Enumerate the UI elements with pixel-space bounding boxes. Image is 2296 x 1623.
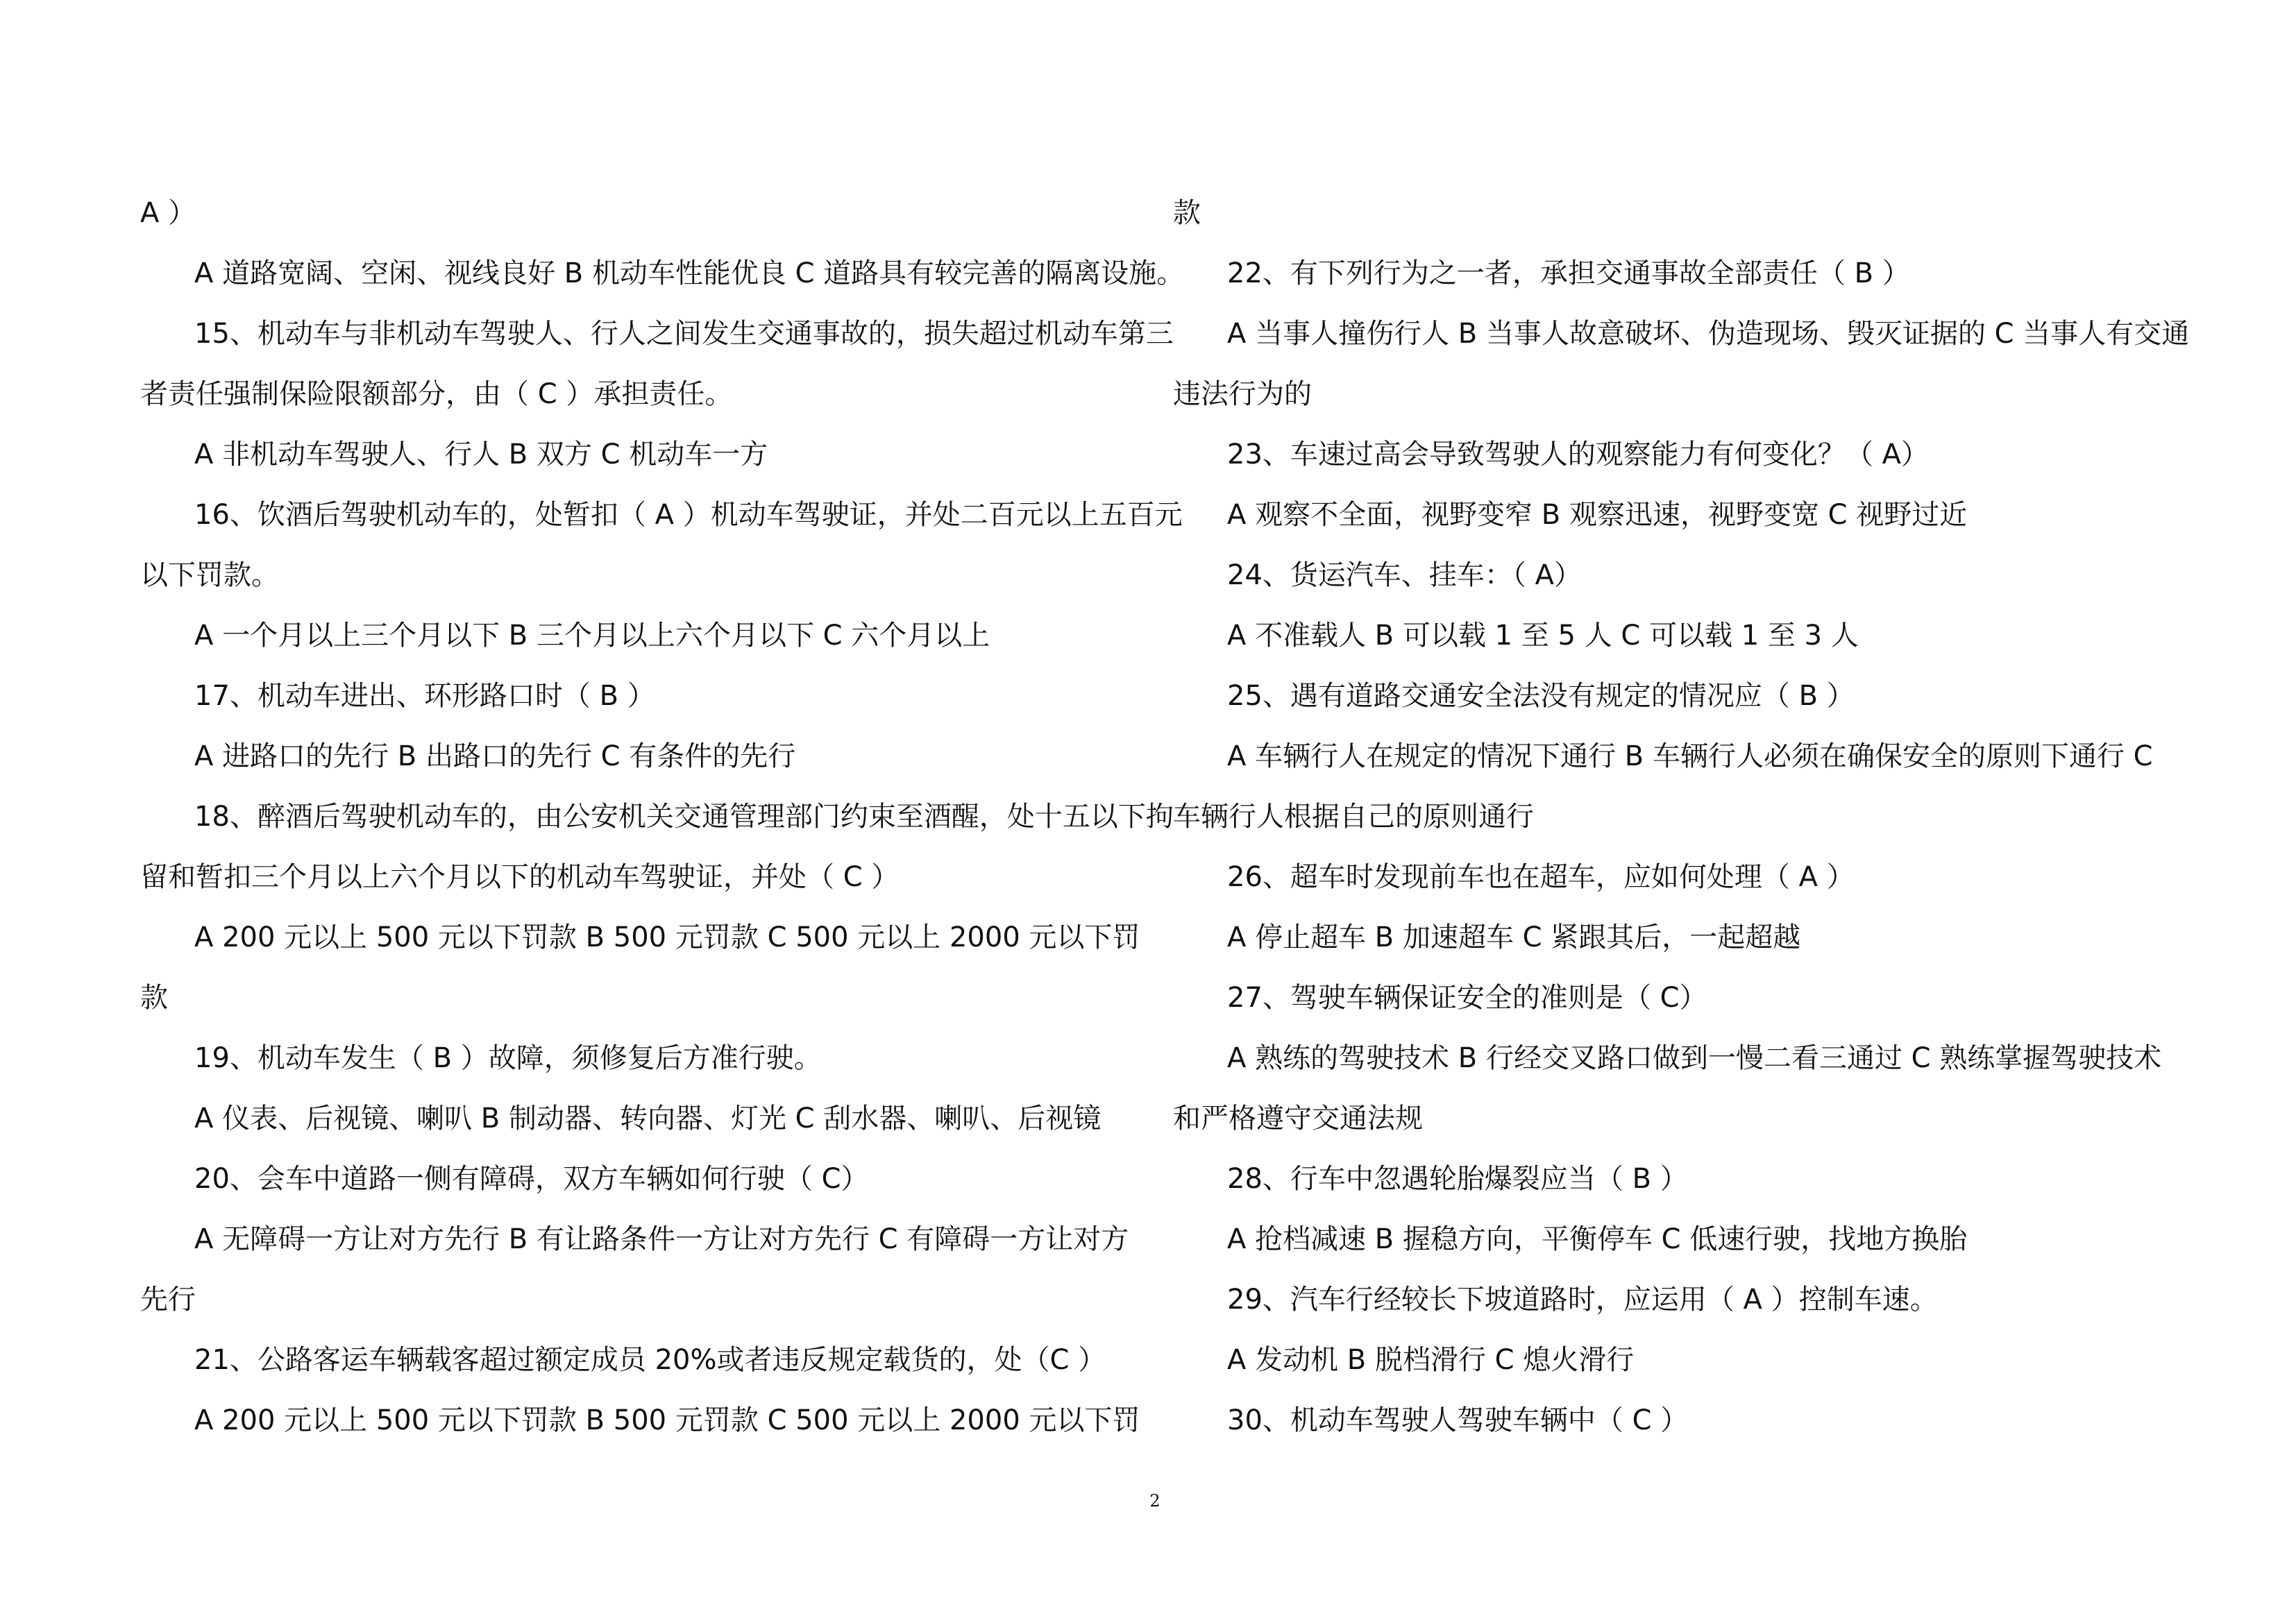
text-line: A 非机动车驾驶人、行人 B 双方 C 机动车一方	[194, 439, 768, 470]
text-line: 18、醉酒后驾驶机动车的，由公安机关交通管理部门约束至酒醒，处十五以下拘	[194, 801, 1174, 833]
text-line: 28、行车中忽遇轮胎爆裂应当（ B ）	[1227, 1163, 1688, 1195]
text-line: A 200 元以上 500 元以下罚款 B 500 元罚款 C 500 元以上 2000 元以下罚	[194, 1404, 1140, 1436]
text-line: 21、公路客运车辆载客超过额定成员 20%或者违反规定载货的，处（C ）	[194, 1344, 1106, 1376]
text-line: 15、机动车与非机动车驾驶人、行人之间发生交通事故的，损失超过机动车第三	[194, 318, 1174, 350]
text-line: 以下罚款。	[140, 559, 279, 591]
text-line: 先行	[140, 1284, 196, 1316]
text-line: 20、会车中道路一侧有障碍，双方车辆如何行驶（ C）	[194, 1163, 869, 1195]
text-line: 29、汽车行经较长下坡道路时，应运用（ A ）控制车速。	[1227, 1284, 1938, 1316]
text-line: 26、超车时发现前车也在超车，应如何处理（ A ）	[1227, 861, 1855, 893]
text-line: A 停止超车 B 加速超车 C 紧跟其后，一起超越	[1227, 921, 1801, 953]
text-line: 25、遇有道路交通安全法没有规定的情况应（ B ）	[1227, 680, 1855, 712]
text-line: A 熟练的驾驶技术 B 行经交叉路口做到一慢二看三通过 C 熟练掌握驾驶技术	[1227, 1042, 2162, 1074]
text-line: A 车辆行人在规定的情况下通行 B 车辆行人必须在确保安全的原则下通行 C	[1227, 740, 2153, 772]
text-line: 24、货运汽车、挂车：（ A）	[1227, 559, 1582, 591]
text-line: A ）	[140, 197, 196, 229]
text-line: A 道路宽阔、空闲、视线良好 B 机动车性能优良 C 道路具有较完善的隔离设施。	[194, 257, 1185, 289]
text-line: A 仪表、后视镜、喇叭 B 制动器、转向器、灯光 C 刮水器、喇叭、后视镜	[194, 1103, 1101, 1135]
text-line: 17、机动车进出、环形路口时（ B ）	[194, 680, 655, 712]
text-line: 违法行为的	[1173, 378, 1312, 410]
text-line: 车辆行人根据自己的原则通行	[1173, 801, 1534, 833]
text-line: A 发动机 B 脱档滑行 C 熄火滑行	[1227, 1344, 1635, 1376]
text-line: A 观察不全面，视野变窄 B 观察迅速，视野变宽 C 视野过近	[1227, 499, 1968, 531]
text-line: A 不准载人 B 可以载 1 至 5 人 C 可以载 1 至 3 人	[1227, 620, 1859, 652]
text-line: A 抢档减速 B 握稳方向，平衡停车 C 低速行驶，找地方换胎	[1227, 1223, 1968, 1255]
text-line: A 进路口的先行 B 出路口的先行 C 有条件的先行	[194, 740, 796, 772]
text-line: A 无障碍一方让对方先行 B 有让路条件一方让对方先行 C 有障碍一方让对方	[194, 1223, 1129, 1255]
text-line: 者责任强制保险限额部分，由（ C ）承担责任。	[140, 378, 733, 410]
text-line: 和严格遵守交通法规	[1173, 1103, 1423, 1135]
text-line: A 200 元以上 500 元以下罚款 B 500 元罚款 C 500 元以上 2000 元以下罚	[194, 921, 1140, 953]
text-line: 留和暂扣三个月以上六个月以下的机动车驾驶证，并处（ C ）	[140, 861, 900, 893]
text-line: 19、机动车发生（ B ）故障，须修复后方准行驶。	[194, 1042, 822, 1074]
text-line: 27、驾驶车辆保证安全的准则是（ C）	[1227, 982, 1707, 1014]
text-line: 16、饮酒后驾驶机动车的，处暂扣（ A ）机动车驾驶证，并处二百元以上五百元	[194, 499, 1183, 531]
text-line: 30、机动车驾驶人驾驶车辆中（ C ）	[1227, 1404, 1689, 1436]
text-line: A 一个月以上三个月以下 B 三个月以上六个月以下 C 六个月以上	[194, 620, 990, 652]
page-number: 2	[1149, 1491, 1160, 1511]
text-line: 款	[1173, 197, 1201, 229]
text-line: 款	[140, 982, 168, 1014]
text-line: 23、车速过高会导致驾驶人的观察能力有何变化？（ A）	[1227, 439, 1929, 470]
text-line: 22、有下列行为之一者，承担交通事故全部责任（ B ）	[1227, 257, 1910, 289]
text-line: A 当事人撞伤行人 B 当事人故意破坏、伪造现场、毁灭证据的 C 当事人有交通	[1227, 318, 2190, 350]
